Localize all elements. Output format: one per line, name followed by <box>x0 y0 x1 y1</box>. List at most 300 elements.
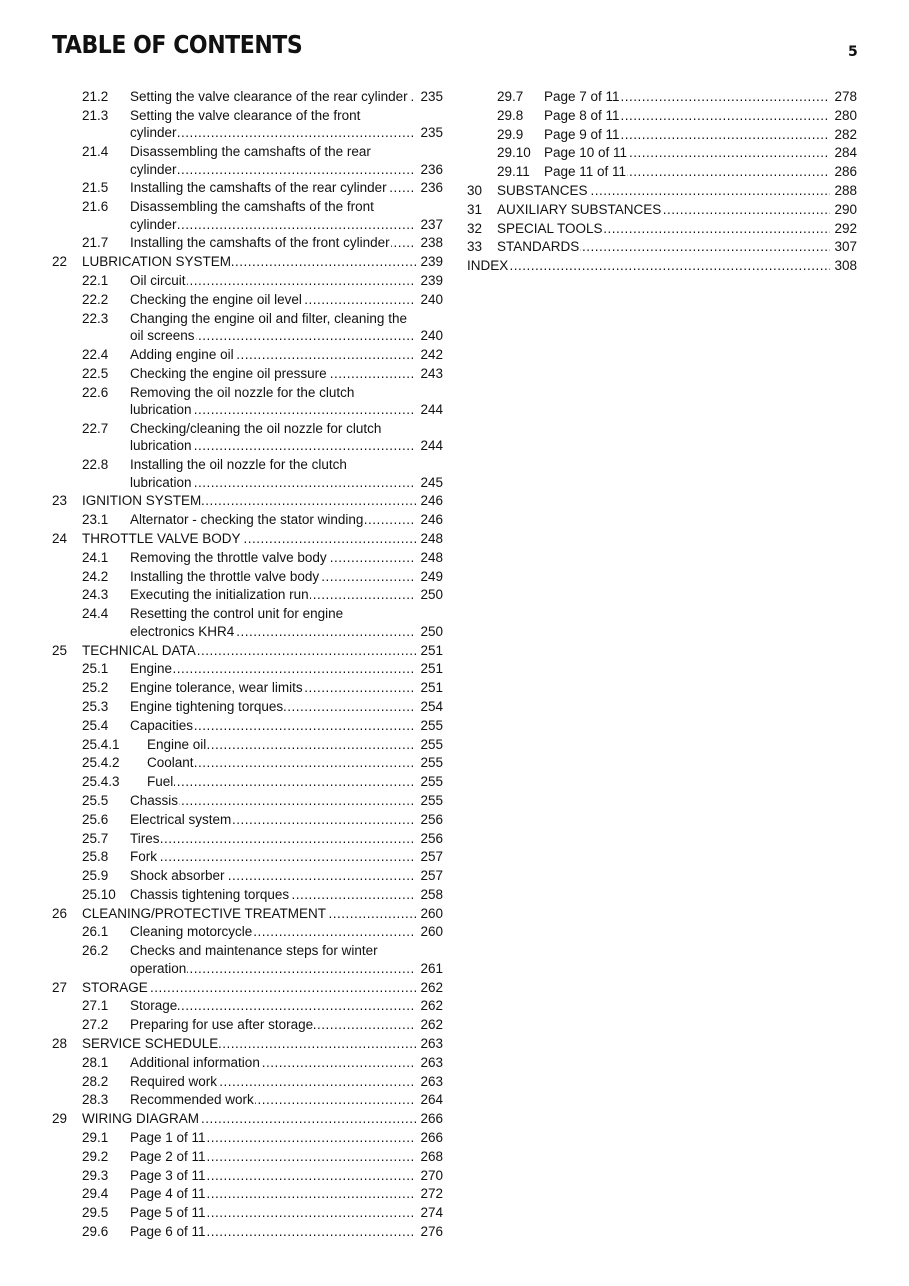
toc-entry-text <box>497 238 857 256</box>
toc-entry-page: 255 <box>416 773 443 791</box>
toc-entry-label: Cleaning motorcycle <box>130 924 253 940</box>
toc-entry-number: 21.5 <box>82 180 109 196</box>
toc-entry-page: 238 <box>416 234 443 252</box>
toc-entry-page: 290 <box>830 201 857 219</box>
toc-entry[interactable] <box>52 586 443 604</box>
toc-entry-number: 21.6 <box>82 199 109 215</box>
toc-entry-text <box>82 530 443 548</box>
toc-entry-text <box>130 88 443 106</box>
toc-entry[interactable] <box>52 848 443 866</box>
toc-entry-text <box>130 660 443 678</box>
toc-entry-number: 25.10 <box>82 886 116 902</box>
toc-entry-text <box>130 698 443 716</box>
toc-entry-number: 29.11 <box>497 164 530 180</box>
toc-entry-page: 255 <box>416 754 443 772</box>
toc-entry-label: Disassembling the camshafts of the front cylinder <box>130 199 374 232</box>
toc-entry-page: 256 <box>416 811 443 829</box>
toc-entry-text <box>130 717 443 735</box>
toc-entry-number: 24.3 <box>82 587 109 603</box>
toc-entry-number: 25.4 <box>82 717 109 733</box>
toc-entry-page: 284 <box>830 144 857 162</box>
toc-entry[interactable] <box>52 456 443 491</box>
toc-entry-number: 25.6 <box>82 811 109 827</box>
toc-entry-text <box>82 1035 443 1053</box>
toc-entry-page: 236 <box>416 179 443 197</box>
toc-entry-text <box>130 107 443 142</box>
toc-entry-number: 22.4 <box>82 346 109 362</box>
toc-entry-number: 29.4 <box>82 1186 109 1202</box>
toc-entry-page: 266 <box>416 1129 443 1147</box>
toc-entry[interactable] <box>52 384 443 419</box>
toc-entry-label: Page 1 of 11 <box>130 1129 206 1145</box>
toc-entry-number: 21.2 <box>82 89 109 104</box>
toc-entry-page: 274 <box>416 1204 443 1222</box>
toc-entry-text <box>130 586 443 604</box>
toc-entry-page: 268 <box>416 1148 443 1166</box>
toc-entry-text <box>130 848 443 866</box>
toc-entry[interactable] <box>52 1167 443 1185</box>
toc-entry-number: 25.8 <box>82 849 109 865</box>
toc-entry-page: 236 <box>416 161 443 179</box>
toc-entry-page: 246 <box>416 511 443 529</box>
toc-entry-label: Disassembling the camshafts of the rear cylinder <box>130 144 371 177</box>
toc-entry-label: STORAGE <box>82 979 148 995</box>
toc-entry-page: 257 <box>416 848 443 866</box>
toc-entry-number: 29 <box>52 1111 68 1127</box>
toc-entry-number: 21.4 <box>82 144 109 160</box>
toc-entry-label: Coolant <box>147 755 194 771</box>
toc-entry-label: Checking the engine oil pressure <box>130 365 327 381</box>
toc-entry-text <box>130 1148 443 1166</box>
toc-entry-number: 29.10 <box>497 145 531 161</box>
toc-entry-label: Chassis tightening torques <box>130 886 290 902</box>
toc-entry-page: 250 <box>416 586 443 604</box>
toc-entry-label: Capacities <box>130 717 194 733</box>
toc-entry-text <box>130 420 443 455</box>
toc-entry-text <box>544 126 857 144</box>
toc-entry-label: Installing the throttle valve body <box>130 568 320 584</box>
toc-entry-label: Setting the valve clearance of the rear cylinder <box>130 89 408 104</box>
toc-entry-label: Tires <box>130 830 160 846</box>
toc-entry-label: WIRING DIAGRAM <box>82 1111 199 1127</box>
toc-entry-number: 33 <box>467 239 483 255</box>
toc-entry-page: 263 <box>416 1054 443 1072</box>
toc-entry-page: 240 <box>416 327 443 345</box>
toc-entry-page: 245 <box>416 474 443 492</box>
toc-entry[interactable] <box>52 420 443 455</box>
toc-entry-text <box>147 773 443 791</box>
toc-entry-label: THROTTLE VALVE BODY <box>82 531 241 547</box>
toc-entry-label: Page 4 of 11 <box>130 1186 206 1202</box>
toc-entry-label: Page 8 of 11 <box>544 107 620 123</box>
toc-entry-number: 29.6 <box>82 1223 109 1239</box>
toc-entry-text <box>130 605 443 640</box>
toc-entry-text <box>130 997 443 1015</box>
toc-entry-label: Oil circuit <box>130 273 186 289</box>
toc-entry-number: 21.3 <box>82 107 109 123</box>
toc-entry[interactable] <box>52 511 443 529</box>
toc-entry-label: Fork <box>130 849 157 865</box>
toc-entry[interactable] <box>52 1223 443 1241</box>
toc-entry-number: 22.6 <box>82 384 109 400</box>
toc-entry-text <box>467 257 857 275</box>
toc-entry-label: Page 9 of 11 <box>544 126 620 142</box>
toc-entry-page: 292 <box>830 220 857 238</box>
toc-entry-page: 244 <box>416 437 443 455</box>
toc-entry-page: 288 <box>830 182 857 200</box>
toc-entry-number: 32 <box>467 220 483 236</box>
toc-entry-page: 262 <box>416 1016 443 1034</box>
toc-entry-page: 260 <box>416 923 443 941</box>
toc-entry-number: 28.3 <box>82 1092 109 1108</box>
toc-entry-page: 263 <box>416 1035 443 1053</box>
toc-entry-number: 28.1 <box>82 1054 109 1070</box>
toc-entry-text <box>130 511 443 529</box>
toc-entry-number: 25.4.1 <box>82 736 120 752</box>
toc-entry-text <box>82 905 443 923</box>
toc-entry-label: TECHNICAL DATA <box>82 642 196 658</box>
toc-entry-text <box>497 201 857 219</box>
toc-entry[interactable] <box>52 773 443 791</box>
toc-entry-page: 239 <box>416 253 443 271</box>
toc-entry-number: 29.5 <box>82 1205 109 1221</box>
toc-entry-text <box>497 182 857 200</box>
toc-entry-text <box>130 1016 443 1034</box>
toc-entry-number: 30 <box>467 182 483 198</box>
toc-entry-page: 257 <box>416 867 443 885</box>
toc-entry-page: 235 <box>416 124 443 142</box>
toc-entry-label: Storage <box>130 998 178 1014</box>
page-number: 5 <box>848 44 858 60</box>
toc-entry-label: Page 5 of 11 <box>130 1205 206 1221</box>
toc-entry-label: IGNITION SYSTEM <box>82 493 202 509</box>
toc-entry[interactable] <box>52 1129 443 1147</box>
toc-entry[interactable] <box>52 1091 443 1109</box>
toc-entry[interactable] <box>467 238 857 256</box>
toc-entry-number: 26.1 <box>82 924 109 940</box>
toc-entry-page: 282 <box>830 126 857 144</box>
toc-entry-text <box>130 886 443 904</box>
toc-entry-number: 28.2 <box>82 1073 109 1089</box>
toc-entry[interactable] <box>52 867 443 885</box>
toc-entry-page: 308 <box>830 257 857 275</box>
toc-entry-label: SERVICE SCHEDULE <box>82 1035 219 1051</box>
toc-entry-number: 22.3 <box>82 310 109 326</box>
toc-entry-text <box>130 1073 443 1091</box>
toc-entry-page: 272 <box>416 1185 443 1203</box>
toc-entry-page: 264 <box>416 1091 443 1109</box>
toc-entry-number: 25 <box>52 642 68 658</box>
toc-entry-text <box>130 310 443 345</box>
toc-entry[interactable] <box>467 163 857 181</box>
toc-entry[interactable] <box>52 492 443 510</box>
toc-entry-text <box>130 198 443 233</box>
toc-left-column <box>52 88 443 1242</box>
toc-entry-page: 263 <box>416 1073 443 1091</box>
toc-entry-page: 255 <box>416 736 443 754</box>
toc-entry-number: 22.1 <box>82 273 109 289</box>
toc-entry-label: Engine tolerance, wear limits <box>130 680 303 696</box>
toc-entry[interactable] <box>467 126 857 144</box>
toc-entry-text <box>130 1204 443 1222</box>
toc-entry-label: Installing the oil nozzle for the clutch lubrication <box>130 457 347 490</box>
toc-entry-label: Checking the engine oil level <box>130 291 302 307</box>
toc-entry-page: 258 <box>416 886 443 904</box>
toc-entry-number: 25.1 <box>82 661 109 677</box>
toc-entry-label: Checks and maintenance steps for winter operation <box>130 943 378 976</box>
toc-entry-label: SUBSTANCES <box>497 182 588 198</box>
toc-entry-number: 25.9 <box>82 868 109 884</box>
toc-entry[interactable] <box>52 530 443 548</box>
toc-entry-label: Required work <box>130 1073 218 1089</box>
toc-entry[interactable] <box>52 660 443 678</box>
toc-entry-text <box>130 365 443 383</box>
toc-entry-page: 262 <box>416 979 443 997</box>
toc-entry[interactable] <box>467 220 857 238</box>
toc-entry-text <box>130 346 443 364</box>
toc-entry[interactable] <box>467 257 857 275</box>
toc-entry[interactable] <box>52 698 443 716</box>
toc-entry-label: Removing the oil nozzle for the clutch lubrication <box>130 384 355 418</box>
toc-entry[interactable] <box>52 549 443 567</box>
toc-entry-label: Preparing for use after storage <box>130 1017 314 1033</box>
page-title: TABLE OF CONTENTS <box>52 30 303 59</box>
toc-entry-label: SPECIAL TOOLS <box>497 220 603 236</box>
toc-entry[interactable] <box>52 291 443 309</box>
toc-entry-page: 266 <box>416 1110 443 1128</box>
toc-entry[interactable] <box>52 717 443 735</box>
toc-entry-number: 25.4.3 <box>82 774 120 790</box>
toc-entry-page: 251 <box>416 679 443 697</box>
toc-entry-page: 262 <box>416 997 443 1015</box>
toc-entry-page: 251 <box>416 642 443 660</box>
toc-entry-text <box>130 384 443 419</box>
toc-entry-number: 25.4.2 <box>82 755 120 771</box>
toc-entry[interactable] <box>52 179 443 197</box>
toc-entry-text <box>544 144 857 162</box>
toc-entry-number: 27.2 <box>82 1017 109 1033</box>
toc-entry-text <box>130 1054 443 1072</box>
toc-entry[interactable] <box>52 234 443 252</box>
toc-entry[interactable] <box>467 182 857 200</box>
toc-entry-number: 24.1 <box>82 549 109 565</box>
toc-entry-page: 243 <box>416 365 443 383</box>
toc-entry-page: 261 <box>416 960 443 978</box>
toc-entry[interactable] <box>52 679 443 697</box>
toc-entry[interactable] <box>52 365 443 383</box>
toc-entry-number: 25.3 <box>82 698 109 714</box>
toc-entry-label: Removing the throttle valve body <box>130 549 327 565</box>
toc-entry-number: 22.5 <box>82 365 109 381</box>
toc-entry-label: Shock absorber <box>130 868 225 884</box>
toc-entry[interactable] <box>52 736 443 754</box>
toc-entry-number: 23 <box>52 493 68 509</box>
toc-entry-label: Recommended work <box>130 1092 254 1108</box>
toc-entry-label: Checking/cleaning the oil nozzle for clutch lubrication <box>130 420 382 454</box>
toc-entry-number: 31 <box>467 201 483 217</box>
toc-entry[interactable] <box>467 107 857 125</box>
toc-entry[interactable] <box>52 642 443 660</box>
toc-entry-page: 240 <box>416 291 443 309</box>
toc-entry-text <box>130 867 443 885</box>
toc-entry-text <box>130 1167 443 1185</box>
toc-entry[interactable] <box>52 310 443 345</box>
toc-entry-label: Additional information <box>130 1054 260 1070</box>
toc-entry-number: 22.8 <box>82 457 109 473</box>
toc-entry[interactable] <box>467 144 857 162</box>
toc-entry-text <box>544 107 857 125</box>
toc-entry[interactable] <box>52 88 443 106</box>
toc-entry-label: Page 2 of 11 <box>130 1148 206 1164</box>
toc-entry-text <box>82 642 443 660</box>
toc-entry-number: 25.7 <box>82 830 109 846</box>
toc-entry-text <box>544 88 857 106</box>
toc-entry[interactable] <box>52 979 443 997</box>
toc-entry-text <box>130 1223 443 1241</box>
toc-entry-number: 29.1 <box>82 1129 109 1145</box>
toc-entry[interactable] <box>52 568 443 586</box>
toc-entry-page: 307 <box>830 238 857 256</box>
toc-entry-page: 255 <box>416 717 443 735</box>
toc-entry[interactable] <box>52 1054 443 1072</box>
toc-entry[interactable] <box>467 88 857 106</box>
toc-entry-number: 24 <box>52 531 68 547</box>
toc-entry-text <box>130 179 443 197</box>
toc-entry[interactable] <box>52 997 443 1015</box>
toc-entry-number: 29.9 <box>497 126 524 142</box>
toc-entry-page: 286 <box>830 163 857 181</box>
toc-entry-text <box>497 220 857 238</box>
toc-entry-page: 260 <box>416 905 443 923</box>
toc-entry[interactable] <box>52 1148 443 1166</box>
toc-entry-text <box>130 234 443 252</box>
toc-entry-number: 25.5 <box>82 792 109 808</box>
toc-entry-label: STANDARDS <box>497 239 580 255</box>
toc-entry-text <box>130 456 443 491</box>
toc-entry-number: 27 <box>52 979 68 995</box>
toc-entry-label: Page 3 of 11 <box>130 1167 206 1183</box>
toc-entry-label: Installing the camshafts of the rear cylinder <box>130 180 387 196</box>
toc-entry-number: 27.1 <box>82 998 109 1014</box>
toc-entry-number: 25.2 <box>82 680 109 696</box>
toc-entry-page: 251 <box>416 660 443 678</box>
toc-entry[interactable] <box>52 942 443 977</box>
toc-right-column <box>467 88 857 276</box>
toc-entry-text <box>130 811 443 829</box>
toc-entry-label: Page 6 of 11 <box>130 1223 206 1239</box>
toc-entry-label: Page 7 of 11 <box>544 89 620 104</box>
toc-entry-text <box>130 830 443 848</box>
toc-entry-label: Adding engine oil <box>130 346 234 362</box>
toc-entry-page: 270 <box>416 1167 443 1185</box>
toc-entry-page: 237 <box>416 216 443 234</box>
toc-entry-label: Executing the initialization run <box>130 587 309 603</box>
toc-entry[interactable] <box>52 253 443 271</box>
toc-entry-text <box>130 291 443 309</box>
toc-entry-label: Page 11 of 11 <box>544 164 627 180</box>
toc-entry-page: 248 <box>416 530 443 548</box>
toc-entry-page: 255 <box>416 792 443 810</box>
toc-entry-label: Engine <box>130 661 173 677</box>
toc-entry[interactable] <box>52 886 443 904</box>
toc-entry-page: 239 <box>416 272 443 290</box>
toc-entry[interactable] <box>52 1035 443 1053</box>
toc-entry[interactable] <box>52 107 443 142</box>
toc-entry-label: Fuel <box>147 774 174 790</box>
toc-entry[interactable] <box>467 201 857 219</box>
toc-entry-number: 22 <box>52 254 68 270</box>
toc-entry-number: 22.7 <box>82 420 109 436</box>
toc-entry-page: 244 <box>416 401 443 419</box>
toc-entry-page: 250 <box>416 623 443 641</box>
toc-entry-page: 280 <box>830 107 857 125</box>
toc-entry-number: 24.4 <box>82 606 109 622</box>
toc-entry[interactable] <box>52 198 443 233</box>
toc-entry[interactable] <box>52 830 443 848</box>
toc-entry-label: Resetting the control unit for engine electronics KHR4 <box>130 606 344 639</box>
toc-entry-text <box>130 923 443 941</box>
toc-entry-number: 21.7 <box>82 235 109 251</box>
toc-entry[interactable] <box>52 1016 443 1034</box>
toc-entry-text <box>130 568 443 586</box>
toc-entry-label: INDEX <box>467 258 509 274</box>
toc-entry-label: LUBRICATION SYSTEM <box>82 254 232 270</box>
toc-entry-number: 26 <box>52 905 68 921</box>
toc-entry-number: 23.1 <box>82 512 109 528</box>
toc-entry-label: Setting the valve clearance of the front cylinder <box>130 107 361 141</box>
toc-entry[interactable] <box>52 754 443 772</box>
toc-entry-text <box>130 679 443 697</box>
toc-entry-number: 29.3 <box>82 1167 109 1183</box>
toc-entry[interactable] <box>52 905 443 923</box>
toc-entry[interactable] <box>52 1204 443 1222</box>
toc-entry-label: Page 10 of 11 <box>544 145 628 161</box>
toc-entry[interactable] <box>52 792 443 810</box>
toc-entry[interactable] <box>52 1185 443 1203</box>
toc-entry-text <box>130 792 443 810</box>
toc-entry-text <box>82 253 443 271</box>
toc-entry[interactable] <box>52 1110 443 1128</box>
toc-entry[interactable] <box>52 143 443 178</box>
toc-entry-label: Electrical system <box>130 811 232 827</box>
toc-entry-label: Chassis <box>130 792 179 808</box>
toc-entry-number: 24.2 <box>82 568 109 584</box>
toc-entry-page: 276 <box>416 1223 443 1241</box>
toc-entry-number: 26.2 <box>82 943 109 959</box>
toc-entry-label: Alternator - checking the stator winding <box>130 512 364 528</box>
toc-entry-page: 278 <box>830 88 857 106</box>
toc-entry-text <box>130 143 443 178</box>
toc-entry[interactable] <box>52 272 443 290</box>
toc-entry-label: Changing the engine oil and filter, cleaning the oil screens <box>130 310 407 344</box>
toc-entry-label: AUXILIARY SUBSTANCES <box>497 201 662 217</box>
toc-entry[interactable] <box>52 1073 443 1091</box>
toc-entry-number: 29.2 <box>82 1148 109 1164</box>
toc-entry[interactable] <box>52 923 443 941</box>
toc-entry-page: 256 <box>416 830 443 848</box>
toc-entry-page: 242 <box>416 346 443 364</box>
toc-entry-text <box>147 736 443 754</box>
toc-entry-text <box>130 1185 443 1203</box>
toc-entry[interactable] <box>52 346 443 364</box>
toc-entry-label: CLEANING/PROTECTIVE TREATMENT <box>82 905 327 921</box>
toc-entry-text <box>130 272 443 290</box>
toc-entry[interactable] <box>52 605 443 640</box>
toc-entry-text <box>147 754 443 772</box>
toc-entry-label: Engine oil <box>147 736 207 752</box>
toc-entry[interactable] <box>52 811 443 829</box>
toc-entry-page: 246 <box>416 492 443 510</box>
